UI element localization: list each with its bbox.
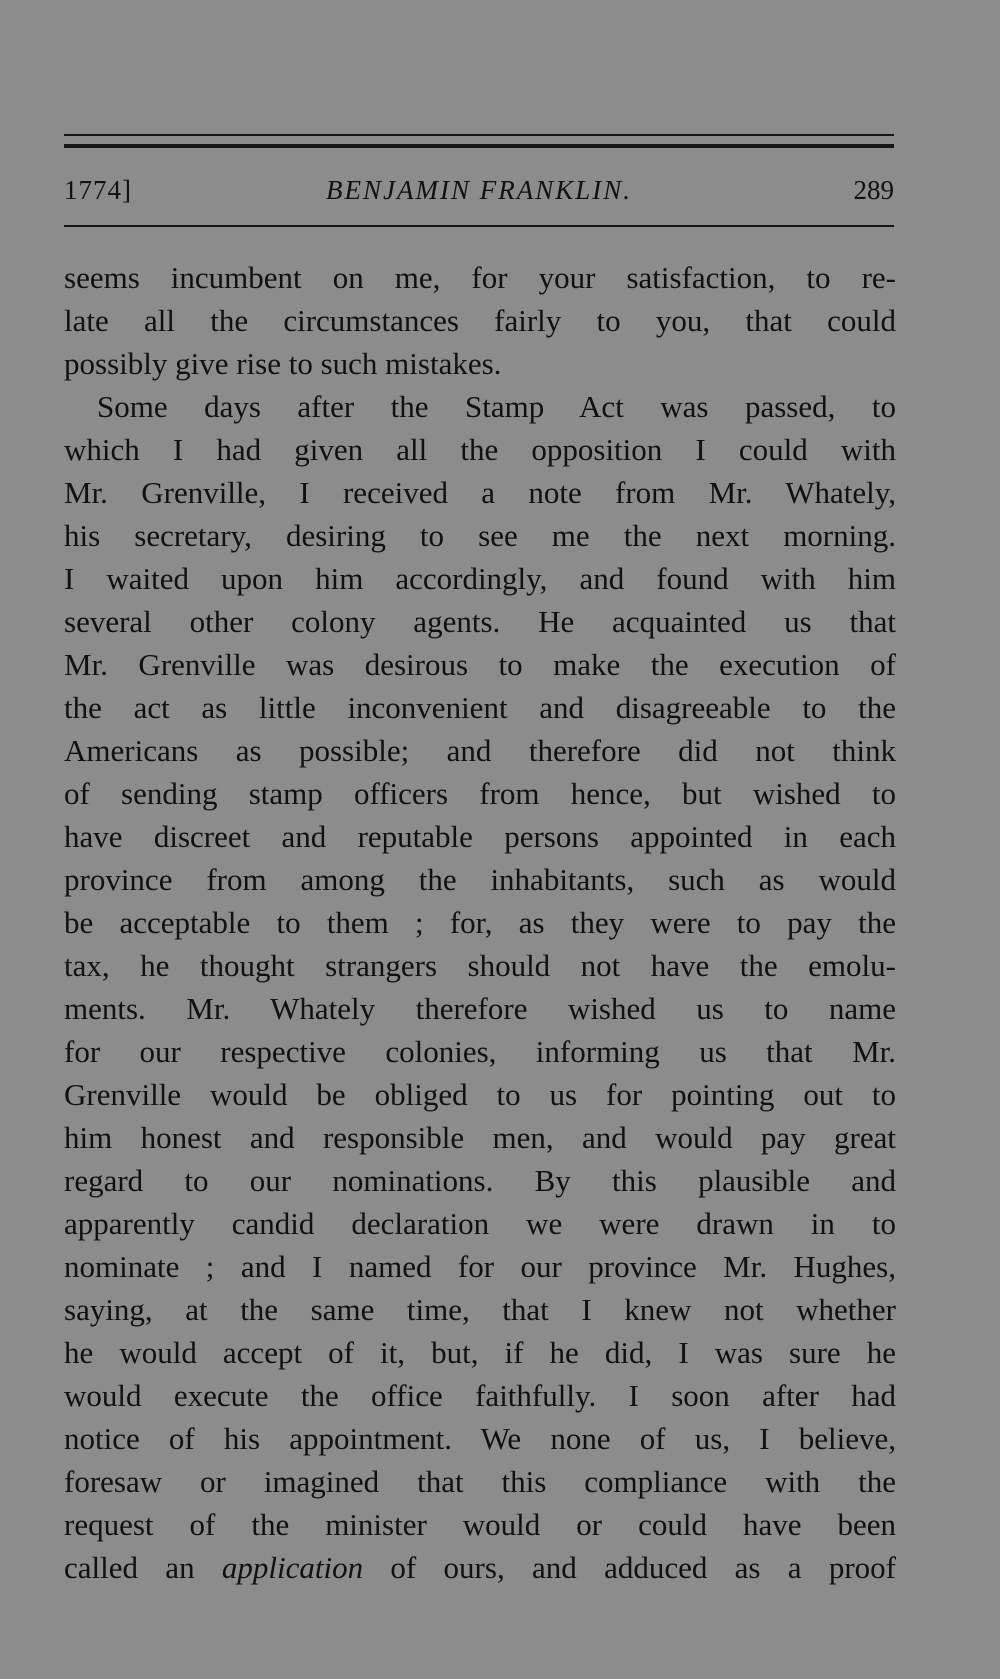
text-line: him honest and responsible men, and would pay great bbox=[64, 1120, 896, 1155]
running-head-year: 1774] bbox=[64, 175, 132, 205]
text-line: Mr. Grenville, I received a note from Mr. Whately, bbox=[64, 475, 896, 510]
text-line: apparently candid declaration we were drawn in to bbox=[64, 1206, 896, 1241]
text-line: foresaw or imagined that this compliance with the bbox=[64, 1464, 896, 1499]
text-line: of sending stamp officers from hence, but wished to bbox=[64, 776, 896, 811]
text-line: tax, he thought strangers should not have the emolu- bbox=[64, 948, 896, 983]
top-rule-thin bbox=[64, 134, 894, 136]
page-number: 289 bbox=[853, 175, 894, 205]
text-line: Some days after the Stamp Act was passed, to bbox=[97, 389, 896, 424]
text-line: ments. Mr. Whately therefore wished us to name bbox=[64, 991, 896, 1026]
text-line: have discreet and reputable persons appointed in each bbox=[64, 819, 896, 854]
text-line: seems incumbent on me, for your satisfaction, to re- bbox=[64, 260, 896, 295]
text-line: which I had given all the opposition I could with bbox=[64, 432, 896, 467]
italic-term: application bbox=[221, 1550, 364, 1585]
text-line: saying, at the same time, that I knew not whether bbox=[64, 1292, 896, 1327]
text-line: he would accept of it, but, if he did, I was sure he bbox=[64, 1335, 896, 1370]
body-text bbox=[64, 256, 896, 1589]
text-line: Grenville would be obliged to us for pointing out to bbox=[64, 1077, 896, 1112]
text-line: several other colony agents. He acquainted us that bbox=[64, 604, 896, 639]
running-head-title: BENJAMIN FRANKLIN. bbox=[326, 175, 632, 205]
text-line: would execute the office faithfully. I soon after had bbox=[64, 1378, 896, 1413]
text-line: be acceptable to them ; for, as they were to pay the bbox=[64, 905, 896, 940]
text-line: regard to our nominations. By this plausible and bbox=[64, 1163, 896, 1198]
text-line: the act as little inconvenient and disagreeable to the bbox=[64, 690, 896, 725]
text-line-last bbox=[64, 1546, 896, 1589]
text-line: nominate ; and I named for our province Mr. Hughes, bbox=[64, 1249, 896, 1284]
text-run: called an bbox=[64, 1550, 222, 1585]
running-head-rule bbox=[64, 225, 894, 227]
text-line: notice of his appointment. We none of us, I believe, bbox=[64, 1421, 896, 1456]
text-line: request of the minister would or could have been bbox=[64, 1507, 896, 1542]
text-line: for our respective colonies, informing us that Mr. bbox=[64, 1034, 896, 1069]
text-run: of ours, and adduced as a proof bbox=[363, 1550, 896, 1585]
top-rule-thick bbox=[64, 144, 894, 148]
text-line: late all the circumstances fairly to you, that could bbox=[64, 303, 896, 338]
text-line: Americans as possible; and therefore did not think bbox=[64, 733, 896, 768]
running-head bbox=[64, 170, 894, 210]
text-line: I waited upon him accordingly, and found with him bbox=[64, 561, 896, 596]
text-line: Mr. Grenville was desirous to make the execution of bbox=[64, 647, 896, 682]
text-line: possibly give rise to such mistakes. bbox=[64, 346, 502, 381]
text-line: province from among the inhabitants, such as would bbox=[64, 862, 896, 897]
text-line: his secretary, desiring to see me the next morning. bbox=[64, 518, 896, 553]
